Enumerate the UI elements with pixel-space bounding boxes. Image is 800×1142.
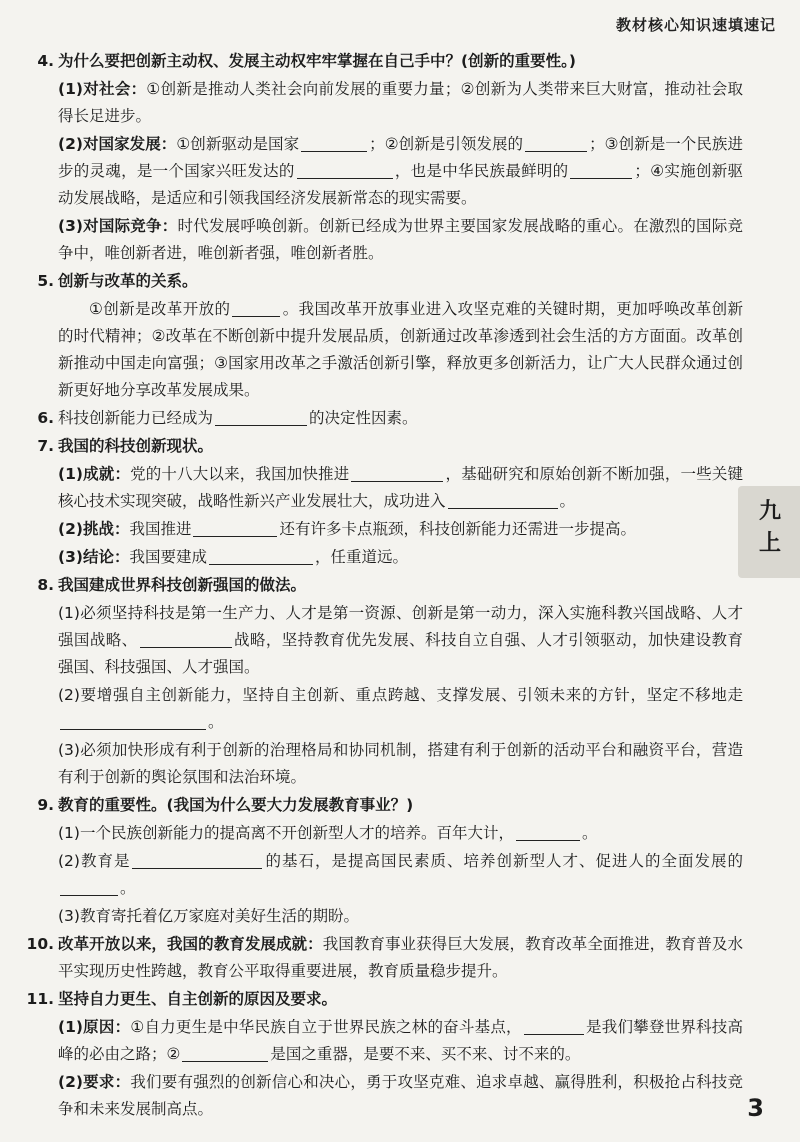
- question-title: 7. 我国的科技创新现状。: [58, 433, 743, 460]
- answer-blank[interactable]: [182, 1044, 268, 1062]
- question-number: 4.: [37, 52, 54, 70]
- question-7: [37, 433, 743, 571]
- answer-blank[interactable]: [448, 491, 558, 509]
- question-number: 9.: [37, 796, 54, 814]
- answer-blank[interactable]: [140, 630, 232, 648]
- header-title: 教材核心知识速填速记: [615, 16, 776, 34]
- paragraph: (2)要增强自主创新能力，坚持自主创新、重点跨越、支撑发展、引领未来的方针，坚定不移地走。: [58, 686, 743, 731]
- question-title: 9. 教育的重要性。(我国为什么要大力发展教育事业？): [58, 792, 743, 819]
- question-5: [37, 268, 743, 404]
- question-6: [37, 405, 743, 432]
- paragraph: (1)必须坚持科技是第一生产力、人才是第一资源、创新是第一动力，深入实施科教兴国战略、人才强国战略、 战略，坚持教育优先发展、科技自立自强、人才引领驱动，加快建设教育强国、科技强国、人才强国。: [58, 604, 743, 676]
- paragraph: (3)必须加快形成有利于创新的治理格局和协同机制，搭建有利于创新的活动平台和融资平台，营造有利于创新的舆论氛围和法治环境。: [58, 741, 743, 786]
- answer-blank[interactable]: [193, 519, 277, 537]
- question-10: [26, 931, 743, 985]
- item-label: (2)对国家发展：: [58, 135, 177, 153]
- page-number: 3: [747, 1094, 764, 1122]
- question-title: 6. 科技创新能力已经成为 的决定性因素。: [58, 405, 743, 432]
- answer-blank[interactable]: [232, 299, 280, 317]
- paragraph: (2)教育是 的基石，是提高国民素质、培养创新型人才、促进人的全面发展的。: [58, 852, 743, 897]
- answer-blank[interactable]: [516, 823, 580, 841]
- question-11: [26, 986, 744, 1123]
- page-header: [0, 0, 800, 42]
- question-9: [37, 792, 743, 930]
- question-8: [37, 572, 743, 791]
- question-number: 8.: [37, 576, 54, 594]
- answer-blank[interactable]: [297, 161, 393, 179]
- paragraph: (1)成就：党的十八大以来，我国加快推进 ，基础研究和原始创新不断加强，一些关键核心技术实现突破，战略性新兴产业发展壮大，成功进入 。: [58, 465, 743, 510]
- answer-blank[interactable]: [351, 464, 443, 482]
- question-4: [37, 48, 743, 267]
- paragraph: (1)对社会：①创新是推动人类社会向前发展的重要力量；②创新为人类带来巨大财富，推动社会取得长足进步。: [58, 80, 743, 125]
- question-title: 10. 改革开放以来，我国的教育发展成就：我国教育事业获得巨大发展，教育改革全面推进，教育普及水平实现历史性跨越，教育公平取得重要进展，教育质量稳步提升。: [58, 931, 743, 985]
- paragraph: (2)要求：我们要有强烈的创新信心和决心，勇于攻坚克难、追求卓越、赢得胜利，积极抢占科技竞争和未来发展制高点。: [58, 1073, 744, 1118]
- question-number: 11.: [26, 990, 54, 1008]
- paragraph: (3)对国际竞争：时代发展呼唤创新。创新已经成为世界主要国家发展战略的重心。在激烈的国际竞争中，唯创新者进，唯创新者强，唯创新者胜。: [58, 217, 743, 262]
- item-label: (3)结论：: [58, 548, 130, 566]
- question-title: 8. 我国建成世界科技创新强国的做法。: [58, 572, 743, 599]
- item-label: (1)成就：: [58, 465, 131, 483]
- side-tab-label: 九上: [758, 499, 781, 556]
- answer-blank[interactable]: [524, 1017, 584, 1035]
- answer-blank[interactable]: [570, 161, 632, 179]
- answer-blank[interactable]: [525, 134, 587, 152]
- item-label: (2)挑战：: [58, 520, 130, 538]
- item-label: (1)原因：: [58, 1018, 131, 1036]
- item-label: (3)对国际竞争：: [58, 217, 178, 235]
- grade-side-tab: [738, 486, 800, 578]
- question-number: 5.: [37, 272, 54, 290]
- question-number: 7.: [37, 437, 54, 455]
- paragraph: (1)一个民族创新能力的提高离不开创新型人才的培养。百年大计， 。: [58, 824, 598, 842]
- paragraph: (2)挑战：我国推进 还有许多卡点瓶颈，科技创新能力还需进一步提高。: [58, 520, 636, 538]
- question-number: 10.: [26, 935, 54, 953]
- item-label: (1)对社会：: [58, 80, 147, 98]
- question-title: 4. 为什么要把创新主动权、发展主动权牢牢掌握在自己手中？(创新的重要性。): [58, 48, 743, 75]
- answer-blank[interactable]: [132, 851, 262, 869]
- paragraph: (1)原因：①自力更生是中华民族自立于世界民族之林的奋斗基点， 是我们攀登世界科技高峰的必由之路；② 是国之重器，是要不来、买不来、讨不来的。: [58, 1018, 743, 1063]
- paragraph: (3)教育寄托着亿万家庭对美好生活的期盼。: [58, 907, 359, 925]
- question-number: 6.: [37, 409, 54, 427]
- question-title: 11. 坚持自力更生、自主创新的原因及要求。: [58, 986, 743, 1013]
- paragraph: ①创新是改革开放的 。我国改革开放事业进入攻坚克难的关键时期，更加呼唤改革创新的时代精神；②改革在不断创新中提升发展品质，创新通过改革渗透到社会生活的方方面面。改革创新推动中国走向富强；③国家用改革之手激活创新引擎，释放更多创新活力，让广大人民群众通过创新更好地分享改革发展成果。: [58, 300, 743, 399]
- answer-blank[interactable]: [301, 134, 367, 152]
- answer-blank[interactable]: [60, 878, 118, 896]
- paragraph: (3)结论：我国要建成 ，任重道远。: [58, 548, 408, 566]
- content: [26, 48, 744, 1124]
- answer-blank[interactable]: [60, 712, 206, 730]
- question-title: 5. 创新与改革的关系。: [58, 268, 743, 295]
- answer-blank[interactable]: [215, 408, 307, 426]
- item-label: (2)要求：: [58, 1073, 131, 1091]
- answer-blank[interactable]: [209, 547, 313, 565]
- paragraph: (2)对国家发展：①创新驱动是国家 ；②创新是引领发展的 ；③创新是一个民族进步的灵魂，是一个国家兴旺发达的 ，也是中华民族最鲜明的 ；④实施创新驱动发展战略，是适应和引领我国经济发展新常态的现实需要。: [58, 135, 743, 207]
